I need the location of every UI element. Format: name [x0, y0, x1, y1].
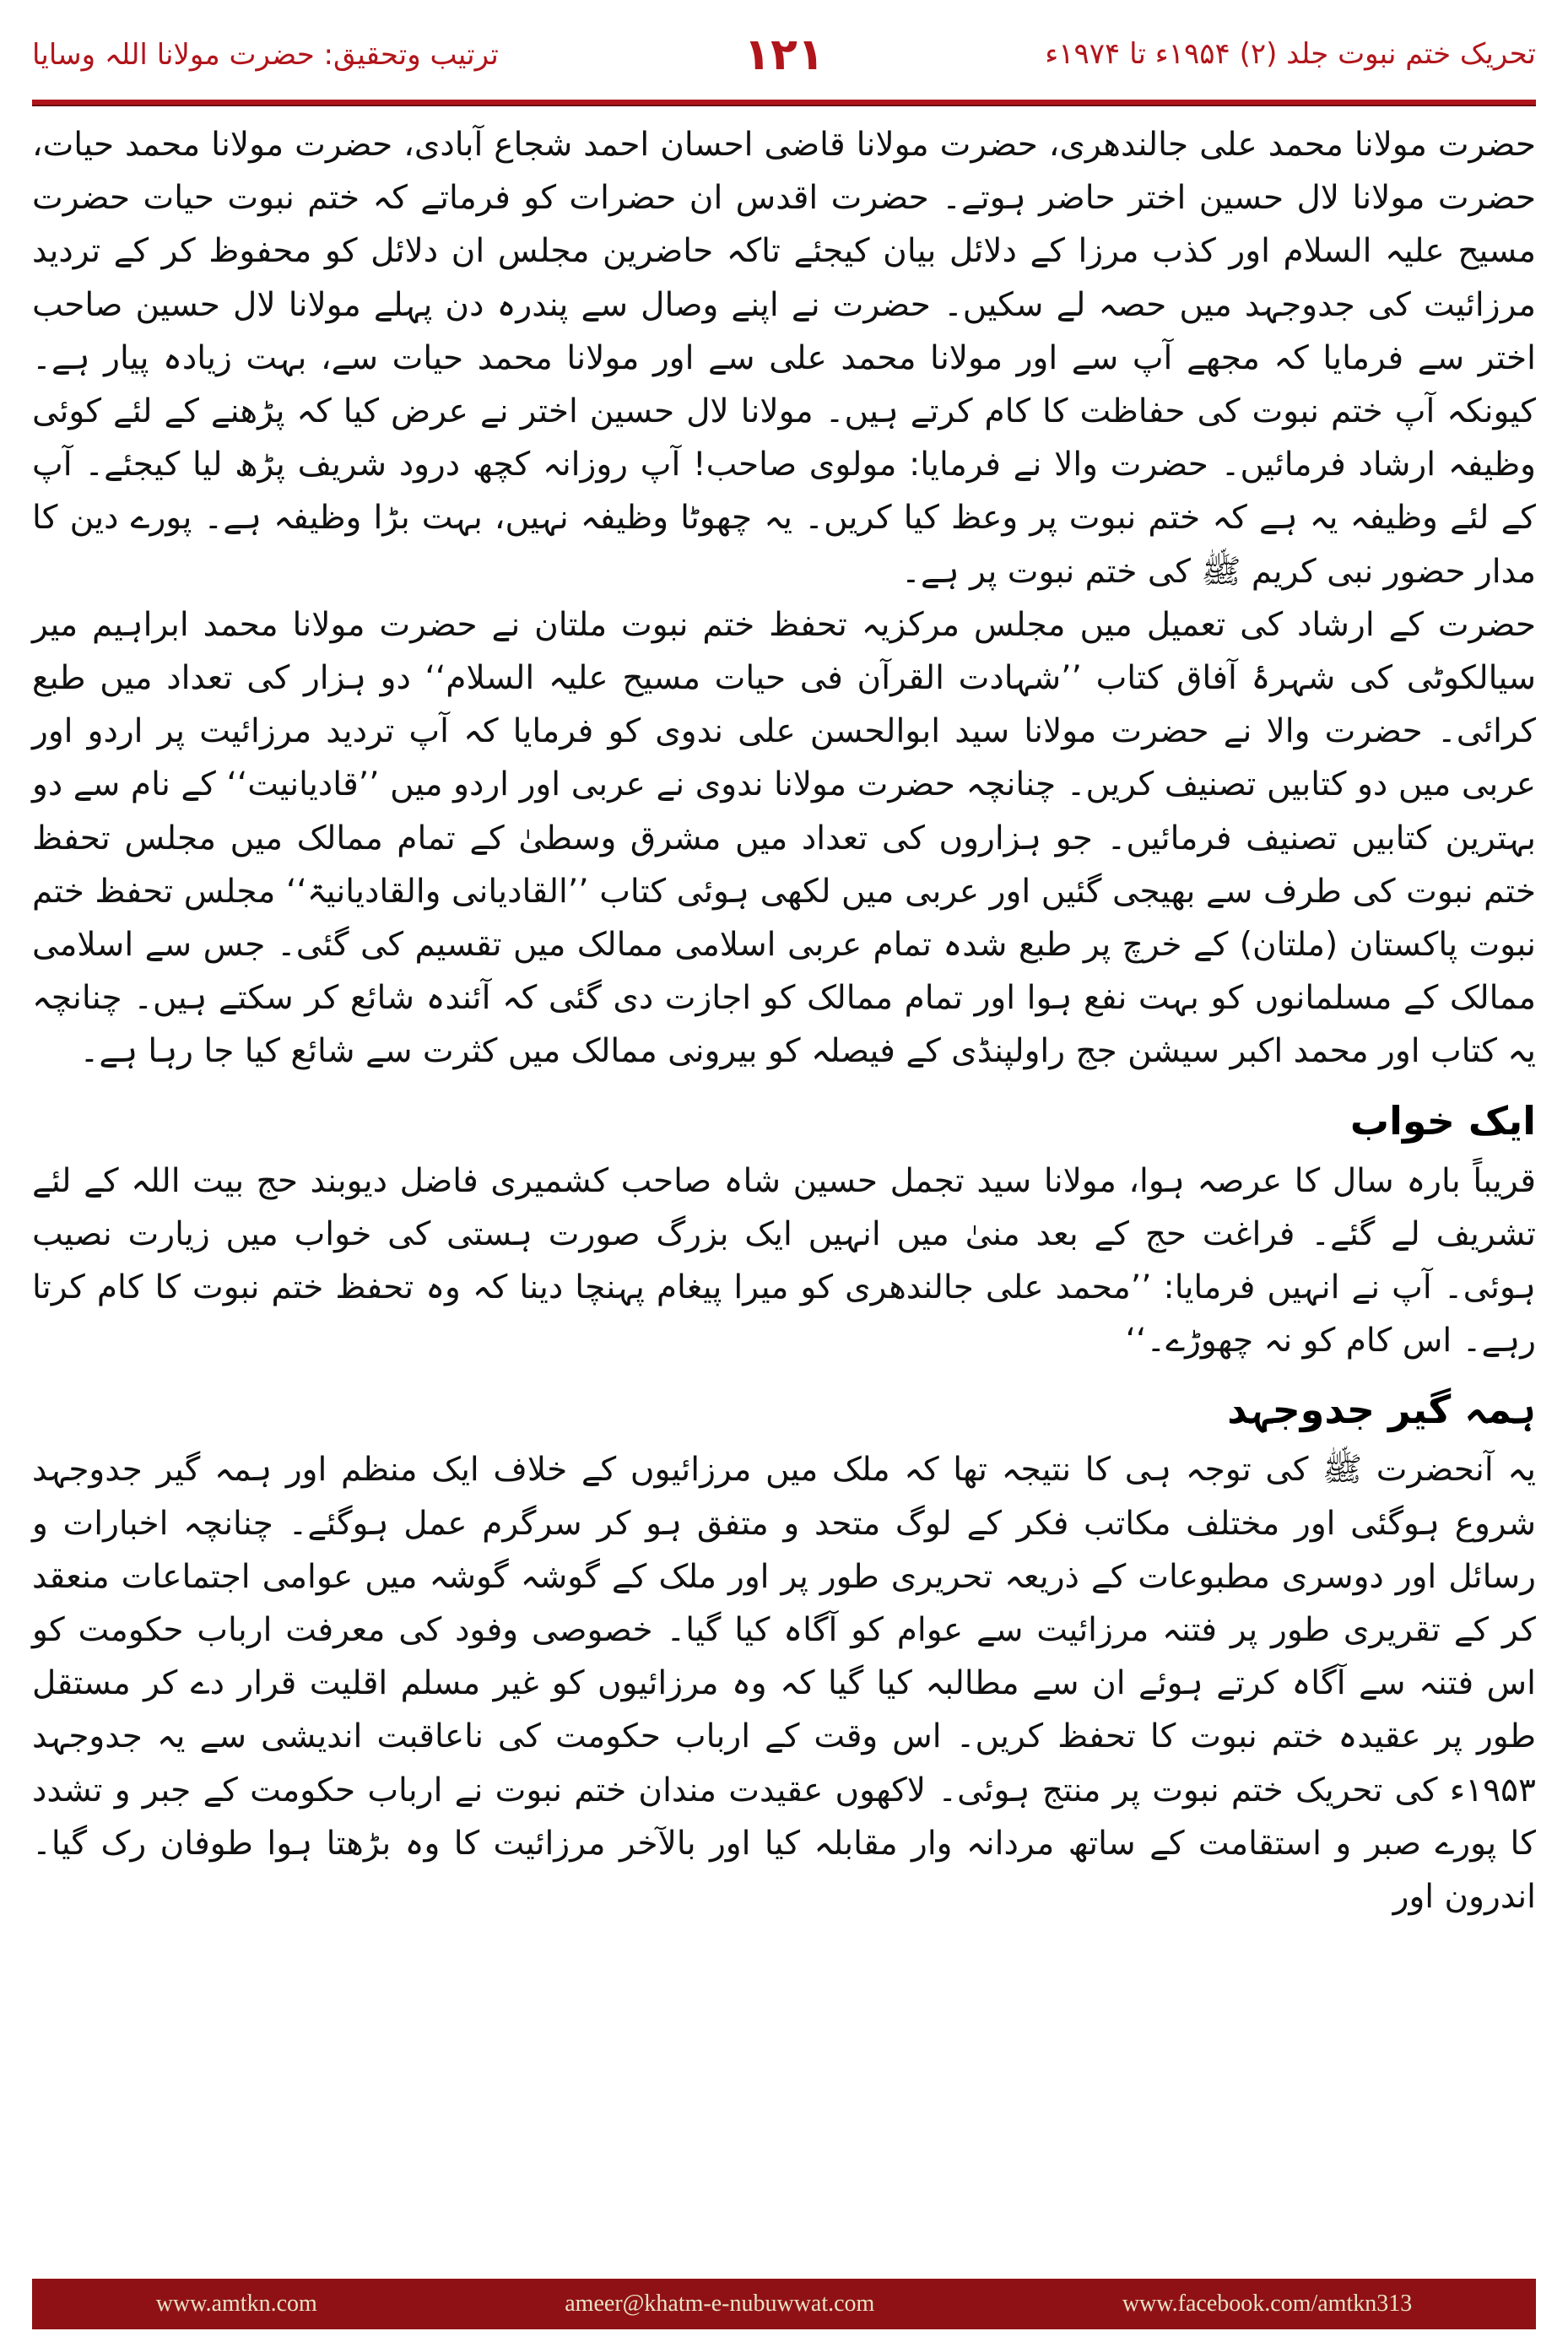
page-content	[32, 118, 1536, 1923]
header-book-title: تحریک ختم نبوت جلد (۲) ۱۹۵۴ء تا ۱۹۷۴ء	[1045, 37, 1536, 71]
footer-website-link[interactable]: www.amtkn.com	[155, 2291, 317, 2317]
footer-email-link[interactable]: ameer@khatm-e-nubuwwat.com	[565, 2291, 875, 2317]
paragraph: حضرت کے ارشاد کی تعمیل میں مجلس مرکزیہ تحفظ ختم نبوت ملتان نے حضرت مولانا محمد ابراہیم میر سیالکوٹی کی شہرۂ آفاق کتاب ’’شہادت القرآن فی حیات مسیح علیہ السلام‘‘ دو ہزار کی تعداد میں طبع کرائی۔ حضرت والا نے حضرت مولانا سید ابوالحسن علی ندوی کو فرمایا کہ آپ تردید مرزائیت پر اردو اور عربی میں دو کتابیں تصنیف کریں۔ چنانچہ حضرت مولانا ندوی نے عربی اور اردو میں ’’قادیانیت‘‘ کے نام سے دو بہترین کتابیں تصنیف فرمائیں۔ جو ہزاروں کی تعداد میں مشرق وسطیٰ کے تمام ممالک میں مجلس تحفظ ختم نبوت کی طرف سے بھیجی گئیں اور عربی میں لکھی ہوئی کتاب ’’القادیانی والقادیانیۃ‘‘ مجلس تحفظ ختم نبوت پاکستان (ملتان) کے خرچ پر طبع شدہ تمام عربی اسلامی ممالک میں تقسیم کی گئی۔ جس سے اسلامی ممالک کے مسلمانوں کو بہت نفع ہوا اور تمام ممالک کو اجازت دی گئی کہ آئندہ شائع کر سکتے ہیں۔ چنانچہ یہ کتاب اور محمد اکبر سیشن جج راولپنڈی کے فیصلہ کو بیرونی ممالک میں کثرت سے شائع کیا جا رہا ہے۔	[32, 605, 1536, 1071]
header-rule	[32, 100, 1536, 106]
paragraph: یہ آنحضرت ﷺ کی توجہ ہی کا نتیجہ تھا کہ ملک میں مرزائیوں کے خلاف ایک منظم اور ہمہ گیر جدوجہد شروع ہوگئی اور مختلف مکاتب فکر کے لوگ متحد و متفق ہو کر سرگرم عمل ہوگئے۔ چنانچہ اخبارات و رسائل اور دوسری مطبوعات کے ذریعہ تحریری طور پر اور ملک کے گوشہ گوشہ میں عوامی اجتماعات منعقد کر کے تقریری طور پر فتنہ مرزائیت سے عوام کو آگاہ کیا گیا۔ خصوصی وفود کی معرفت ارباب حکومت کو اس فتنہ سے آگاہ کرتے ہوئے ان سے مطالبہ کیا گیا کہ وہ مرزائیوں کو غیر مسلم اقلیت قرار دے کر مستقل طور پر عقیدہ ختم نبوت کا تحفظ کریں۔ اس وقت کے ارباب حکومت کی ناعاقبت اندیشی سے یہ جدوجہد ۱۹۵۳ء کی تحریک ختم نبوت پر منتج ہوئی۔ لاکھوں عقیدت مندان ختم نبوت نے ارباب حکومت کے جبر و تشدد کا پورے صبر و استقامت کے ساتھ مردانہ وار مقابلہ کیا اور بالآخر مرزائیت کا وہ بڑھتا ہوا طوفان رک گیا۔ اندرون اور	[32, 1451, 1536, 1917]
page-header	[32, 25, 1536, 101]
section-heading: ایک خواب	[1349, 1097, 1536, 1144]
footer-facebook-link[interactable]: www.facebook.com/amtkn313	[1122, 2291, 1413, 2317]
paragraph: قریباً بارہ سال کا عرصہ ہوا، مولانا سید تجمل حسین شاہ صاحب کشمیری فاضل دیوبند حج بیت اللہ کے لئے تشریف لے گئے۔ فراغت حج کے بعد منیٰ میں انہیں ایک بزرگ صورت ہستی کی خواب میں زیارت نصیب ہوئی۔ آپ نے انہیں فرمایا: ’’محمد علی جالندھری کو میرا پیغام پہنچا دینا کہ وہ تحفظ ختم نبوت کا کام کرتا رہے۔ اس کام کو نہ چھوڑے۔‘‘	[32, 1161, 1536, 1360]
paragraph: حضرت مولانا محمد علی جالندھری، حضرت مولانا قاضی احسان احمد شجاع آبادی، حضرت مولانا محمد حیات، حضرت مولانا لال حسین اختر حاضر ہوتے۔ حضرت اقدس ان حضرات کو فرماتے کہ ختم نبوت حیات حضرت مسیح علیہ السلام اور کذب مرزا کے دلائل بیان کیجئے تاکہ حاضرین مجلس ان دلائل کو محفوظ کر کے تردید مرزائیت کی جدوجہد میں حصہ لے سکیں۔ حضرت نے اپنے وصال سے پندرہ دن پہلے مولانا لال حسین صاحب اختر سے فرمایا کہ مجھے آپ سے اور مولانا محمد علی سے اور مولانا محمد حیات سے، بہت زیادہ پیار ہے۔ کیونکہ آپ ختم نبوت کی حفاظت کا کام کرتے ہیں۔ مولانا لال حسین اختر نے عرض کیا کہ پڑھنے کے لئے کوئی وظیفہ ارشاد فرمائیں۔ حضرت والا نے فرمایا: مولوی صاحب! آپ روزانہ کچھ درود شریف پڑھ لیا کیجئے۔ آپ کے لئے وظیفہ یہ ہے کہ ختم نبوت پر وعظ کیا کریں۔ یہ چھوٹا وظیفہ نہیں، بہت بڑا وظیفہ ہے۔ پورے دین کا مدار حضور نبی کریم ﷺ کی ختم نبوت پر ہے۔	[32, 126, 1536, 591]
page-footer	[32, 2279, 1536, 2329]
section-heading: ہمہ گیر جدوجہد	[1227, 1387, 1536, 1433]
page-number: ۱۲۱	[743, 30, 825, 80]
header-compiler: ترتیب وتحقیق: حضرت مولانا اللہ وسایا	[32, 38, 499, 72]
